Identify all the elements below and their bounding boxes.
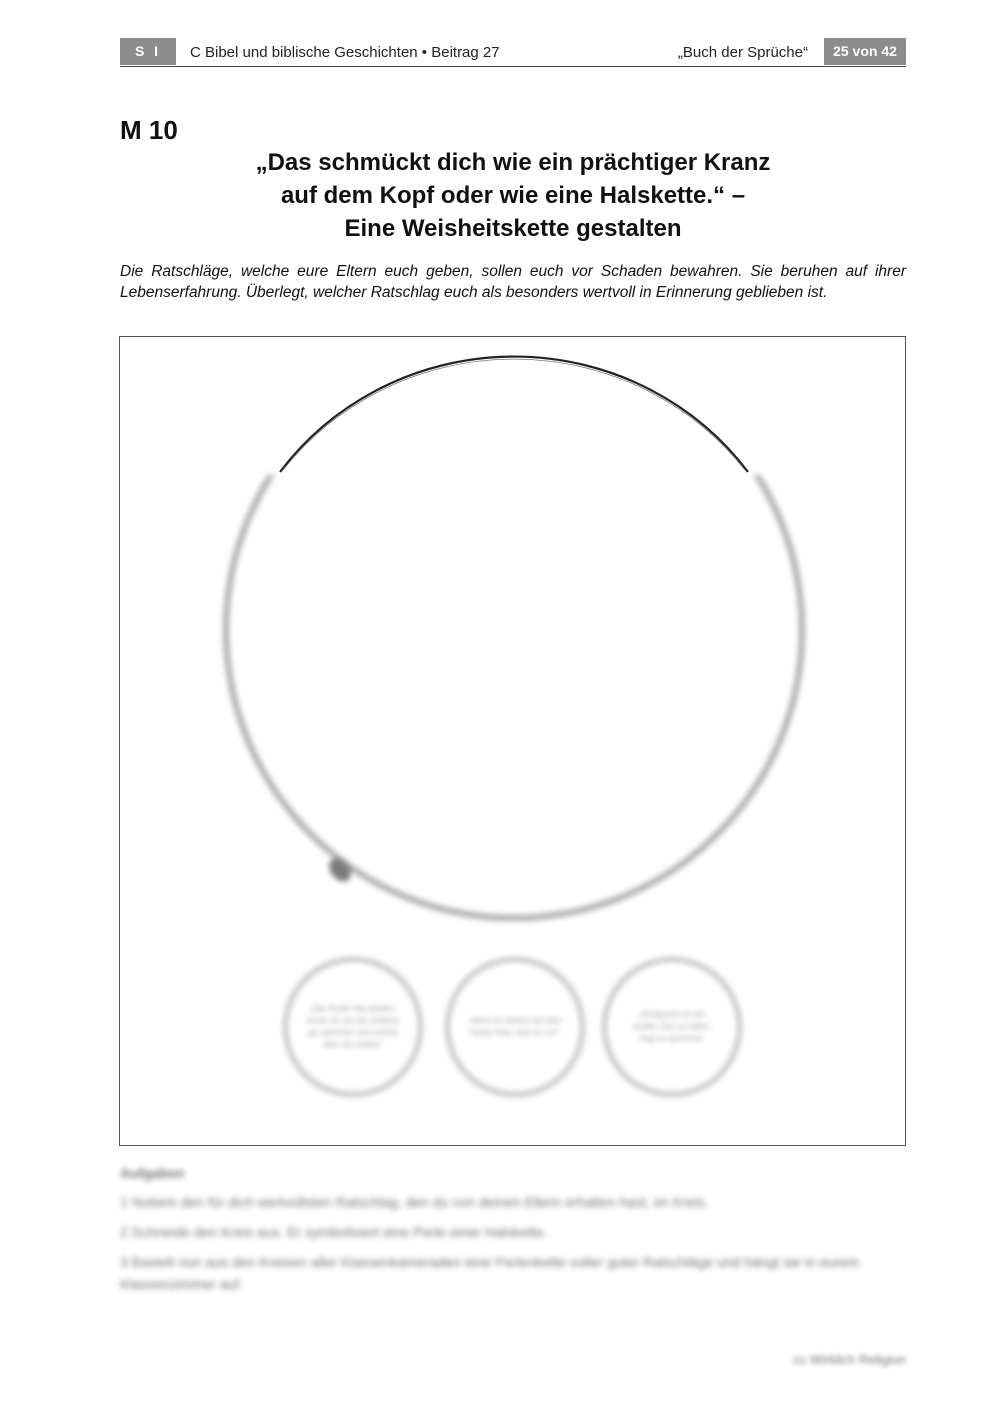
chapter-title: C Bibel und biblische Geschichten • Beitrag 27 [190, 44, 500, 61]
example-circle-3: „Erfolgreich ist wer erzählt. Das zu halten, fragt zu sprechen“ [602, 957, 742, 1097]
task-item: 3 Bastelt nun aus den Kreisen aller Klassenkameraden eine Perlenkette voller guter Ratschläge und hängt sie in eurem Klassenzimmer auf. [120, 1254, 860, 1292]
material-label: M 10 [120, 115, 178, 145]
intro-text: Die Ratschläge, welche eure Eltern euch geben, sollen euch vor Schaden bewahren. Sie beruhen auf ihrer Lebenserfahrung. Überlegt, welcher Ratschlag euch als besonders wertvoll in Erinnerung geblieben ist. [120, 263, 906, 301]
title-line: „Das schmückt dich wie ein prächtiger Kranz [255, 149, 771, 176]
task-item: 2 Schneide den Kreis aus. Er symbolisiert eine Perle einer Halskette. [120, 1224, 548, 1240]
page-indicator: 25 von 42 [824, 38, 906, 65]
title-line: auf dem Kopf oder wie eine Halskette.“ – [280, 182, 746, 209]
tasks-section [120, 1165, 906, 1303]
footer-credit: cc Wirklich Religion [793, 1352, 906, 1367]
topic-title: „Buch der Sprüche“ [677, 44, 808, 61]
tasks-heading: Aufgaben [120, 1165, 185, 1181]
title-line: Eine Weisheitskette gestalten [344, 215, 682, 242]
example-circle-2: „Wenn es einfach auf dem Handy frisst, hast du es?“ [445, 957, 585, 1097]
example-circle-1: „Das Ruder fest packen, immer an uns bei anderen gut sprechen und schöne aber ans sieden“ [283, 957, 423, 1097]
task-item: 1 Notiere den für dich wertvollsten Ratschlag, den du von deinen Eltern erhalten hast, im Kreis. [120, 1194, 709, 1210]
level-badge: S I [120, 38, 176, 65]
pearl-circle-arc [280, 357, 748, 472]
pearl-circle [226, 475, 802, 918]
